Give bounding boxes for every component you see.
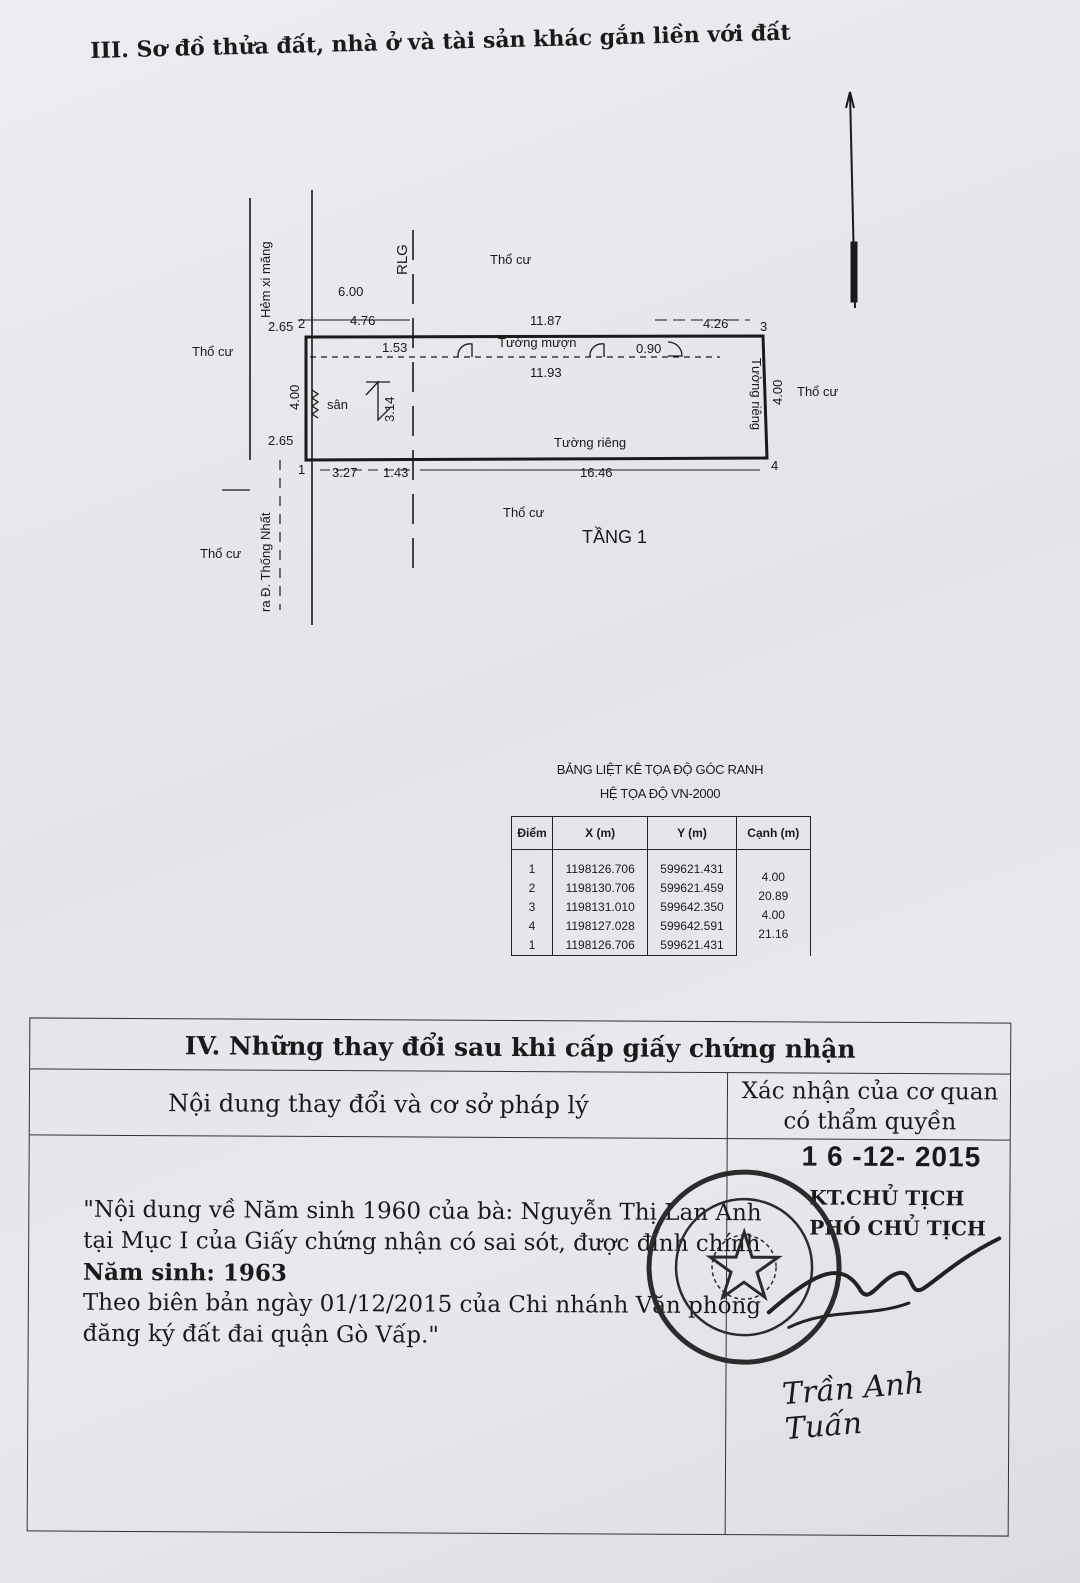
- wall-borrowed-label: Tường mượn: [498, 335, 577, 350]
- dim-4-26: 4.26: [703, 316, 729, 331]
- header-confirm-column: [730, 1076, 1010, 1137]
- neighbor-label-left: Thổ cư: [192, 344, 234, 359]
- coords-subtitle: HỆ TỌA ĐỘ VN-2000: [599, 786, 721, 801]
- dim-3-14: 3.14: [382, 396, 397, 422]
- neighbor-label-top: Thổ cư: [490, 252, 532, 267]
- wall-private-label-bottom: Tường riêng: [554, 435, 627, 450]
- cell-point: 1: [512, 936, 553, 956]
- header-y: Y (m): [648, 817, 736, 850]
- edge-value: 4.00: [761, 908, 785, 922]
- cell-point: 3: [512, 898, 553, 917]
- neighbor-label-bottom-left: Thổ cư: [200, 546, 242, 561]
- section-3-title: III. Sơ đồ thửa đất, nhà ở và tài sản khác gắn liền với đất: [90, 19, 791, 64]
- cell-y: 599621.431: [648, 850, 736, 880]
- cell-x: 1198130.706: [553, 879, 648, 898]
- header-x: X (m): [553, 817, 648, 850]
- date-stamp: 1 6 -12- 2015: [801, 1140, 982, 1173]
- cell-edges: [736, 850, 810, 956]
- dim-4-00-right: 4.00: [770, 379, 785, 405]
- section-4-title: IV. Những thay đổi sau khi cấp giấy chứng nhận: [30, 1018, 1010, 1074]
- edge-value: 21.16: [758, 927, 789, 941]
- dim-1-53: 1.53: [382, 340, 408, 355]
- cell-y: 599621.459: [648, 879, 736, 898]
- dim-11-87: 11.87: [530, 313, 562, 328]
- table-row: [512, 850, 811, 880]
- dim-0-90: 0.90: [636, 341, 662, 356]
- entry-line: đăng ký đất đai quận Gò Vấp.": [82, 1320, 439, 1349]
- signer-name: Trần Anh Tuấn: [780, 1365, 926, 1448]
- cell-y: 599642.350: [648, 898, 736, 917]
- dim-4-76: 4.76: [350, 313, 376, 328]
- road-label-bottom: ra Đ. Thống Nhất: [258, 512, 273, 612]
- header-point: Điểm: [512, 817, 553, 850]
- entry-line: "Nội dung về Năm sinh 1960 của bà: Nguyễn Thị Lan Anh: [83, 1196, 762, 1227]
- dim-2-65-top: 2.65: [268, 319, 294, 334]
- road-label-top: Hẻm xi măng: [258, 241, 273, 318]
- cell-x: 1198126.706: [553, 850, 648, 880]
- site-plan: [0, 0, 1080, 700]
- rlg-label: RLG: [394, 244, 411, 275]
- courtyard-label: sân: [327, 397, 348, 412]
- floor-label: TẦNG 1: [582, 527, 648, 547]
- dim-2-65-bottom: 2.65: [268, 433, 294, 448]
- changes-table: [27, 1017, 1012, 1536]
- wall-private-label-right: Tường riêng: [749, 358, 764, 431]
- dim-6-00: 6.00: [338, 284, 364, 299]
- neighbor-label-right: Thổ cư: [797, 384, 839, 399]
- point-4-label: 4: [771, 458, 779, 473]
- dim-4-00-left: 4.00: [287, 384, 302, 410]
- cell-point: 2: [512, 879, 553, 898]
- cell-x: 1198131.010: [553, 898, 648, 917]
- entry-line-birth-year: Năm sinh: 1963: [82, 1258, 288, 1287]
- point-3-label: 3: [760, 319, 768, 334]
- cell-point: 4: [512, 917, 553, 936]
- edge-value: 4.00: [761, 870, 785, 884]
- entry-line: Theo biên bản ngày 01/12/2015 của Chi nhánh Văn phòng: [82, 1289, 762, 1320]
- header-content-column: Nội dung thay đổi và cơ sở pháp lý: [167, 1089, 589, 1120]
- header-confirm-line-2: có thẩm quyền: [783, 1108, 957, 1136]
- dim-11-93: 11.93: [530, 365, 562, 380]
- change-entry: [82, 1195, 762, 1353]
- sign-title-line-2: PHÓ CHỦ TỊCH: [809, 1215, 986, 1241]
- lot-boundary: [306, 336, 767, 460]
- cell-y: 599642.591: [648, 917, 736, 936]
- sign-title-line-1: KT.CHỦ TỊCH: [809, 1185, 965, 1211]
- cell-x: 1198127.028: [553, 917, 648, 936]
- point-2-label: 2: [298, 316, 306, 331]
- coords-table: [511, 816, 811, 956]
- edge-value: 20.89: [758, 889, 789, 903]
- dim-16-46: 16.46: [580, 465, 613, 480]
- entry-line: tại Mục I của Giấy chứng nhận có sai sót, được đính chính: [83, 1227, 761, 1258]
- dim-1-43: 1.43: [383, 465, 409, 480]
- cell-x: 1198126.706: [553, 936, 648, 956]
- dim-3-27: 3.27: [332, 465, 358, 480]
- signature-icon: [749, 1217, 1010, 1358]
- point-1-label: 1: [298, 462, 306, 477]
- header-confirm-line-1: Xác nhận của cơ quan: [741, 1078, 999, 1106]
- cell-point: 1: [512, 850, 553, 880]
- coords-header-row: [512, 817, 811, 850]
- cell-y: 599621.431: [648, 936, 736, 956]
- header-edge: Cạnh (m): [736, 817, 810, 850]
- neighbor-label-bottom: Thổ cư: [503, 505, 545, 520]
- coords-title: BẢNG LIỆT KÊ TỌA ĐỘ GÓC RANH: [556, 762, 764, 777]
